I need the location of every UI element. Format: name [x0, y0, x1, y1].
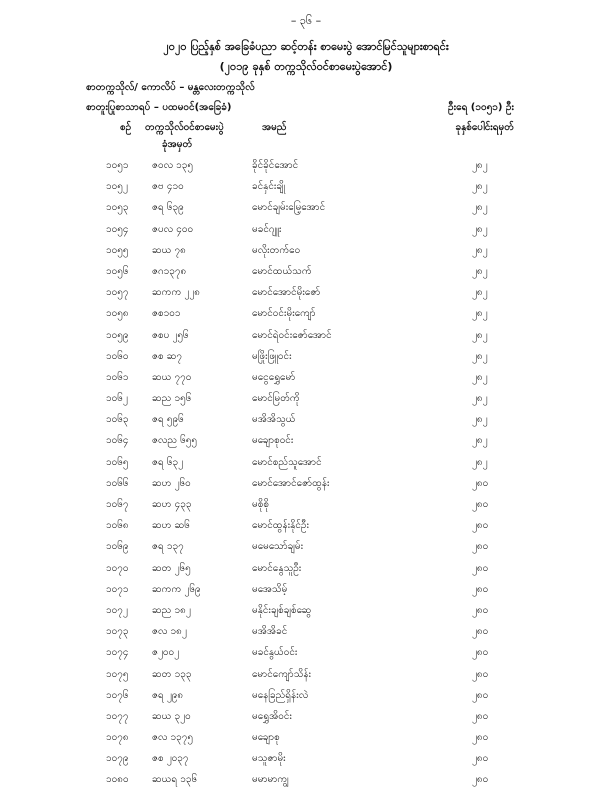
roll-number: ဆည ၁၈၂ [152, 604, 191, 616]
row-number: ၁၀၅၈ [106, 308, 129, 320]
column-header-roll-sub: ခုံအမှတ် [162, 139, 193, 150]
student-name: မောင်အောင်ဇော်ထွန်း [252, 477, 330, 489]
total-marks: ၂၈၀ [472, 774, 489, 786]
total-marks: ၂၈၀ [472, 668, 489, 680]
row-number: ၁၀၆၅ [106, 456, 129, 468]
table-row [0, 158, 612, 179]
student-name: မောင်စည်သူအောင် [252, 456, 322, 468]
student-name: မောင်ထွန်းနိုင်ဦး [252, 520, 309, 532]
row-number: ၁၀၆၄ [106, 435, 129, 447]
table-row [0, 709, 612, 730]
roll-number: ဇရ ၆၃၉ [152, 202, 184, 214]
table-row [0, 285, 612, 306]
row-number: ၁၀၅၃ [106, 202, 129, 214]
total-marks: ၂၈၀ [472, 520, 489, 532]
table-row [0, 264, 612, 285]
results-list [0, 158, 612, 794]
roll-number: ဇ၂၀၀၂ [152, 647, 180, 659]
row-number: ၁၀၆၃ [106, 414, 129, 426]
row-number: ၁၀၆၈ [106, 520, 129, 532]
row-number: ၁၀၈၀ [106, 774, 129, 786]
roll-number: ဆဟ ဆ၆ [152, 520, 190, 532]
table-row [0, 751, 612, 772]
student-name: မအိအိသွယ် [252, 414, 296, 426]
total-marks: ၂၈၂ [472, 244, 488, 256]
count-line: ဦးရေ (၁၀၅၁) ဦး [448, 102, 514, 113]
roll-number: ဆယရ ၁၃၆ [152, 774, 198, 786]
table-row [0, 455, 612, 476]
document-title: ၂၀၂၀ ပြည့်နှစ် အခြေခံပညာ ဆင့်တန်း စာမေးပွဲ အောင်မြင်သူများစာရင်း [163, 40, 449, 53]
row-number: ၁၀၅၅ [106, 244, 129, 256]
table-row [0, 179, 612, 200]
roll-number: ဆယ ၇၇၀ [152, 371, 192, 383]
row-number: ၁၀၆၆ [106, 477, 129, 489]
student-name: မောင်ဝင်းမိုးကျော် [252, 308, 316, 320]
student-name: မအေသိမ့် [252, 583, 288, 595]
roll-number: ဆည ၁၅၆ [152, 393, 192, 405]
table-row [0, 645, 612, 666]
row-number: ၁၀၇၉ [106, 753, 129, 765]
student-name: မအိအိခင် [252, 626, 288, 638]
roll-number: ဆဟ ၄၃၃ [152, 499, 192, 510]
table-row [0, 243, 612, 264]
table-row [0, 306, 612, 327]
row-number: ၁၀၇၈ [106, 732, 129, 744]
row-number: ၁၀၅၆ [106, 265, 129, 277]
roll-number: ဆဟ ၂၆၀ [152, 477, 191, 489]
total-marks: ၂၈၀ [472, 626, 489, 638]
student-name: မနေခြည်ရှိန်းလဲ [252, 689, 309, 701]
student-name: မသူဇာမိုး [252, 753, 286, 765]
total-marks: ၂၈၂ [472, 371, 488, 383]
student-name: ခင်နှင်းချို [252, 181, 286, 193]
row-number: ၁၀၇၀ [106, 562, 129, 574]
total-marks: ၂၈၂ [472, 414, 488, 426]
roll-number: ဇလည ၆၅၅ [152, 435, 198, 447]
student-name: မခင်နွယ်ဝင်း [252, 647, 298, 659]
table-row [0, 688, 612, 709]
total-marks: ၂၈၂ [472, 393, 488, 405]
student-name: ခိုင်ခိုင်အောင် [252, 160, 299, 171]
total-marks: ၂၈၂ [472, 329, 488, 341]
column-header-marks: ခုနှစ်ပေါင်းရမှတ် [455, 122, 514, 133]
table-row [0, 603, 612, 624]
table-row [0, 222, 612, 243]
row-number: ၁၀၇၃ [106, 626, 129, 638]
roll-number: ဇလ ၁၃၇၅ [152, 732, 194, 744]
roll-number: ဆယ ၇၈ [152, 244, 186, 256]
total-marks: ၂၈၀ [472, 732, 489, 744]
student-name: မလိုးတက်ဝေ [252, 244, 301, 256]
table-row [0, 561, 612, 582]
total-marks: ၂၈၀ [472, 689, 489, 701]
row-number: ၁၀၅၂ [106, 181, 128, 193]
page-number: – ၃၆ – [290, 14, 322, 27]
roll-number: ဇပလ ၄၀၀ [152, 223, 194, 235]
student-name: မခင်ဂျူး [252, 223, 282, 235]
roll-number: ဇရ ၅၉၆ [152, 414, 184, 426]
roll-number: ဇဗ ၄၁၀ [152, 181, 184, 193]
table-row [0, 370, 612, 391]
table-row [0, 667, 612, 688]
student-name: မချောစုဝင်း [252, 435, 294, 447]
row-number: ၁၀၆၇ [106, 499, 129, 510]
student-name: မမေသော်ချမ်း [252, 541, 304, 553]
student-name: မောင်ရဲဝင်းဇော်အောင် [252, 329, 332, 341]
row-number: ၁၀၆၉ [106, 541, 129, 553]
table-row [0, 476, 612, 497]
total-marks: ၂၈၀ [472, 477, 489, 489]
subject-line: စာတူးပြုစာသာရပ် – ပထမဝင်(အခြေခံ) [86, 102, 232, 113]
table-row [0, 518, 612, 539]
total-marks: ၂၈၂ [472, 202, 488, 214]
row-number: ၁၀၆၂ [106, 393, 128, 405]
total-marks: ၂၈၂ [472, 456, 488, 468]
total-marks: ၂၈၀ [472, 753, 489, 765]
student-name: မမာမာကျွ [252, 774, 289, 786]
total-marks: ၂၈၂ [472, 181, 488, 193]
roll-number: ဆကက ၂၆၉ [152, 583, 201, 595]
total-marks: ၂၈၂ [472, 265, 488, 277]
row-number: ၁၀၇၂ [106, 604, 128, 616]
student-name: မရွှေအိဝင်း [252, 710, 292, 722]
roll-number: ဆယ ၃၂၀ [152, 710, 191, 722]
roll-number: ဇရ ၆၃၂ [152, 456, 184, 468]
column-header-name: အမည် [262, 122, 287, 133]
roll-number: ဇစ ဆ၇ [152, 350, 183, 362]
total-marks: ၂၈၀ [472, 604, 489, 616]
total-marks: ၂၈၂ [472, 350, 488, 362]
table-row [0, 624, 612, 645]
total-marks: ၂၈၀ [472, 583, 489, 595]
total-marks: ၂၈၂ [472, 308, 488, 320]
roll-number: ဇရ ၁၃၇ [152, 541, 184, 553]
roll-number: ဇစပ ၂၅၆ [152, 329, 189, 341]
total-marks: ၂၈၂ [472, 223, 488, 235]
student-name: မောင်ကျော်သိန်း [252, 668, 312, 680]
roll-number: ဇလ ၁၈၂ [152, 626, 187, 638]
table-row [0, 772, 612, 793]
student-name: မောင်ချမ်းမြေ့အောင် [252, 202, 326, 214]
row-number: ၁၀၅၇ [106, 287, 129, 299]
student-name: မောင်မြတ်ကို [252, 393, 300, 405]
total-marks: ၂၈၂ [472, 435, 488, 447]
row-number: ၁၀၇၇ [106, 710, 129, 722]
table-row [0, 730, 612, 751]
student-name: မစိုစို [252, 499, 269, 510]
table-row [0, 497, 612, 518]
roll-number: ဆကက ၂၂၈ [152, 287, 200, 299]
student-name: မောင်ထယ်သက် [252, 265, 312, 277]
student-name: မငွေရွှေမော် [252, 371, 296, 383]
table-row [0, 582, 612, 603]
table-row [0, 200, 612, 221]
total-marks: ၂၈၀ [472, 499, 489, 510]
table-row [0, 328, 612, 349]
row-number: ၁၀၆၁ [106, 371, 129, 383]
document-subtitle: (၂၀၁၉ ခုနှစ် တက္ကသိုလ်ဝင်စာမေးပွဲအောင်) [219, 60, 393, 73]
student-name: မဖြိုးဖြူဝင်း [252, 350, 292, 362]
total-marks: ၂၈၀ [472, 541, 489, 553]
total-marks: ၂၈၂ [472, 287, 488, 299]
row-number: ၁၀၇၅ [106, 668, 129, 680]
student-name: မချောစု [252, 732, 280, 744]
roll-number: ဇစ၁၀၁ [152, 308, 181, 320]
table-row [0, 412, 612, 433]
total-marks: ၂၈၀ [472, 710, 489, 722]
total-marks: ၂၈၂ [472, 160, 488, 171]
university-line: စာတက္ကသိုလ်/ ကောလိပ် – မန္တလေးတက္ကသိုလ် [86, 82, 255, 93]
table-row [0, 539, 612, 560]
total-marks: ၂၈၀ [472, 647, 489, 659]
roll-number: ဇဝလ ၁၃၅ [152, 160, 193, 171]
row-number: ၁၀၅၁ [106, 160, 129, 171]
roll-number: ဆတ ၁၃၃ [152, 668, 192, 680]
roll-number: ဆတ ၂၆၅ [152, 562, 191, 574]
column-header-roll: တက္ကသိုလ်ဝင်စာမေးပွဲ [145, 122, 224, 133]
table-row [0, 433, 612, 454]
table-row [0, 391, 612, 412]
row-number: ၁၀၅၉ [106, 329, 129, 341]
column-header-no: စဉ် [120, 122, 132, 133]
roll-number: ဇစ ၂၀၃၇ [152, 753, 189, 765]
student-name: မောင်အောင်မိုးဇော် [252, 287, 321, 299]
row-number: ၁၀၇၆ [106, 689, 129, 701]
roll-number: ဇရ ၂၉၈ [152, 689, 184, 701]
row-number: ၁၀၇၁ [106, 583, 129, 595]
row-number: ၁၀၅၄ [106, 223, 129, 235]
row-number: ၁၀၇၄ [106, 647, 129, 659]
student-name: မနိုင်းချစ်ချစ်ဆွေ [252, 604, 312, 616]
total-marks: ၂၈၀ [472, 562, 489, 574]
roll-number: ဇဂ၁၃၇၈ [152, 265, 187, 277]
row-number: ၁၀၆၀ [106, 350, 129, 362]
student-name: မောင်နွေသူဦး [252, 562, 302, 574]
table-row [0, 349, 612, 370]
